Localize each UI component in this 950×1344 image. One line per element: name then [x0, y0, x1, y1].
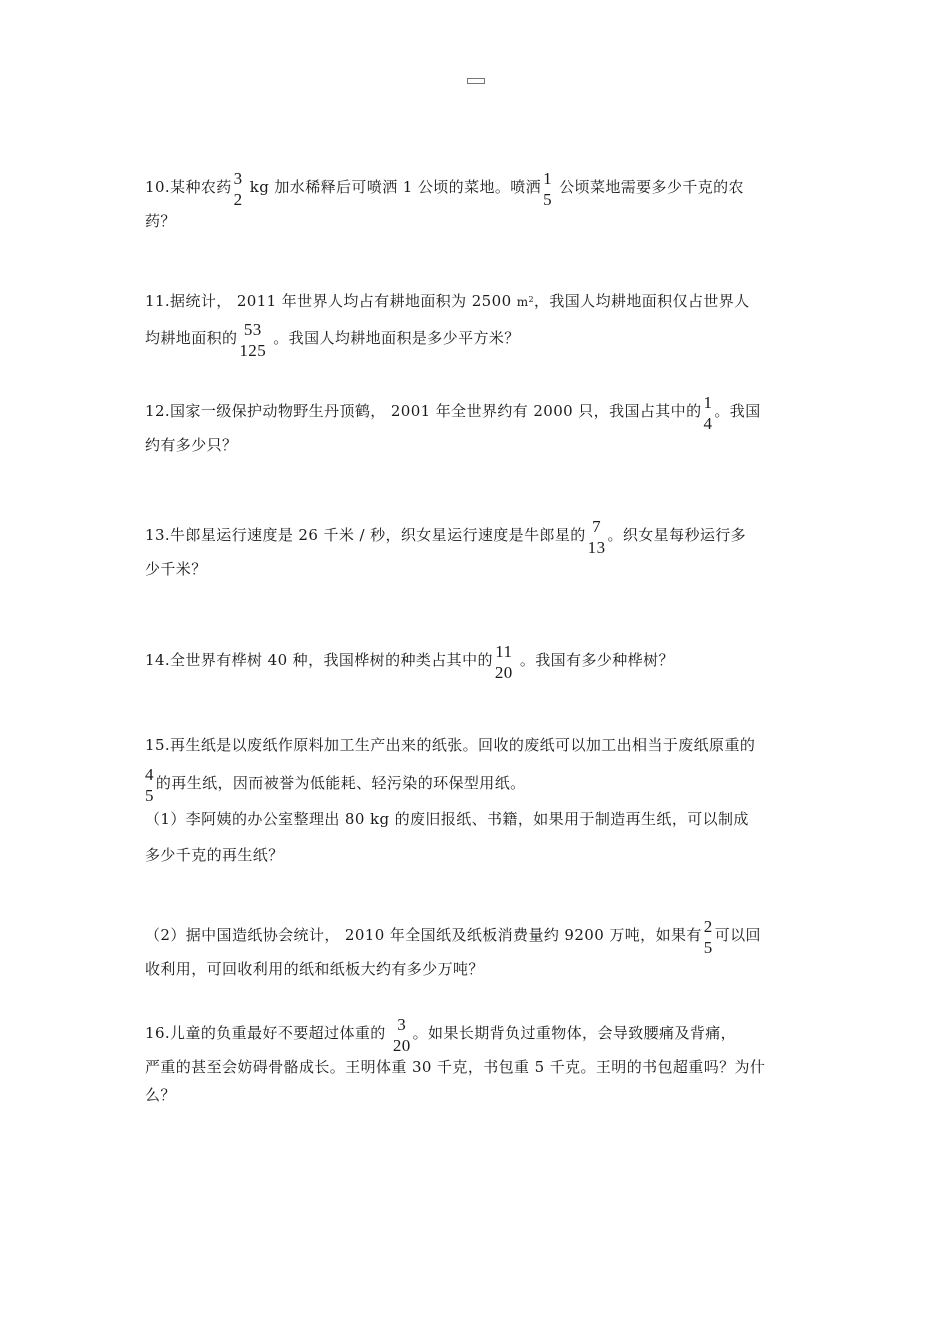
question-15-part-2	[145, 915, 810, 987]
q10-text-b: kg 加水稀释后可喷洒 1 公顷的菜地。喷洒	[244, 178, 542, 196]
q10-text-a: 10.某种农药	[145, 178, 232, 196]
q16-text-c: 严重的甚至会妨碍骨骼成长。王明体重 30 千克，书包重 5 千克。王明的书包超重吗？为什	[145, 1058, 766, 1076]
question-11	[145, 282, 810, 360]
q15-part1-text-a: （1）李阿姨的办公室整理出 80 kg 的废旧报纸、书籍，如果用于制造再生纸，可以制成	[145, 810, 749, 828]
page-header-mark	[467, 78, 485, 84]
q15-part2-text-b: 可以回	[714, 926, 761, 944]
question-15	[145, 727, 810, 873]
q16-text-b: 。如果长期背负过重物体，会导致腰痛及背痛，	[412, 1024, 737, 1042]
q11-unit-exponent: 2	[528, 295, 534, 304]
q14-fraction: 11 20	[494, 642, 513, 682]
q13-text-a: 13.牛郎星运行速度是 26 千米 / 秒，织女星运行速度是牛郎星的	[145, 526, 586, 544]
q10-text-c: 公顷菜地需要多少千克的农	[553, 178, 744, 196]
q15-part2-text-a: （2）据中国造纸协会统计， 2010 年全国纸及纸板消费量约 9200 万吨，如果有	[145, 926, 702, 944]
question-10	[145, 167, 810, 239]
q12-fraction: 1 4	[703, 393, 713, 433]
q16-text-a: 16.儿童的负重最好不要超过体重的	[145, 1024, 391, 1042]
q15-part2-fraction: 2 5	[703, 917, 713, 957]
question-13	[145, 515, 810, 587]
q14-text-b: 。我国有多少种桦树？	[514, 651, 674, 669]
q16-text-d: 么？	[145, 1086, 176, 1104]
question-12	[145, 391, 810, 463]
q15-part2-text-c: 收利用，可回收利用的纸和纸板大约有多少万吨？	[145, 960, 484, 978]
q11-text-d: 。我国人均耕地面积是多少平方米？	[268, 329, 520, 347]
q10-text-d: 药？	[145, 212, 176, 230]
q15-text-a: 15.再生纸是以废纸作原料加工生产出来的纸张。回收的废纸可以加工出相当于废纸原重的	[145, 736, 756, 754]
q15-part1-text-b: 多少千克的再生纸？	[145, 846, 284, 864]
q10-fraction-2: 1 5	[543, 169, 552, 209]
q11-text-a: 11.据统计， 2011 年世界人均占有耕地面积为 2500	[145, 292, 517, 310]
q15-text-b: 的再生纸，因而被誉为低能耗、轻污染的环保型用纸。	[155, 774, 526, 792]
q13-text-b: 。织女星每秒运行多	[607, 526, 747, 544]
q10-fraction-1: 3 2	[233, 169, 243, 209]
q11-unit: m	[516, 295, 529, 309]
q13-fraction: 7 13	[587, 517, 606, 557]
q12-text-c: 约有多少只？	[145, 436, 238, 454]
q15-fraction: 4 5	[145, 765, 154, 805]
q14-text-a: 14.全世界有桦树 40 种，我国桦树的种类占其中的	[145, 651, 493, 669]
q16-fraction: 3 20	[392, 1015, 411, 1055]
q12-text-b: 。我国	[714, 402, 761, 420]
question-16	[145, 1013, 810, 1113]
q13-text-c: 少千米？	[145, 560, 207, 578]
question-14	[145, 640, 810, 682]
q11-text-c: 均耕地面积的	[145, 329, 238, 347]
q11-fraction: 53 125	[239, 320, 267, 360]
q11-text-b: ，我国人均耕地面积仅占世界人	[533, 292, 750, 310]
q12-text-a: 12.国家一级保护动物野生丹顶鹤， 2001 年全世界约有 2000 只，我国占其中的	[145, 402, 702, 420]
